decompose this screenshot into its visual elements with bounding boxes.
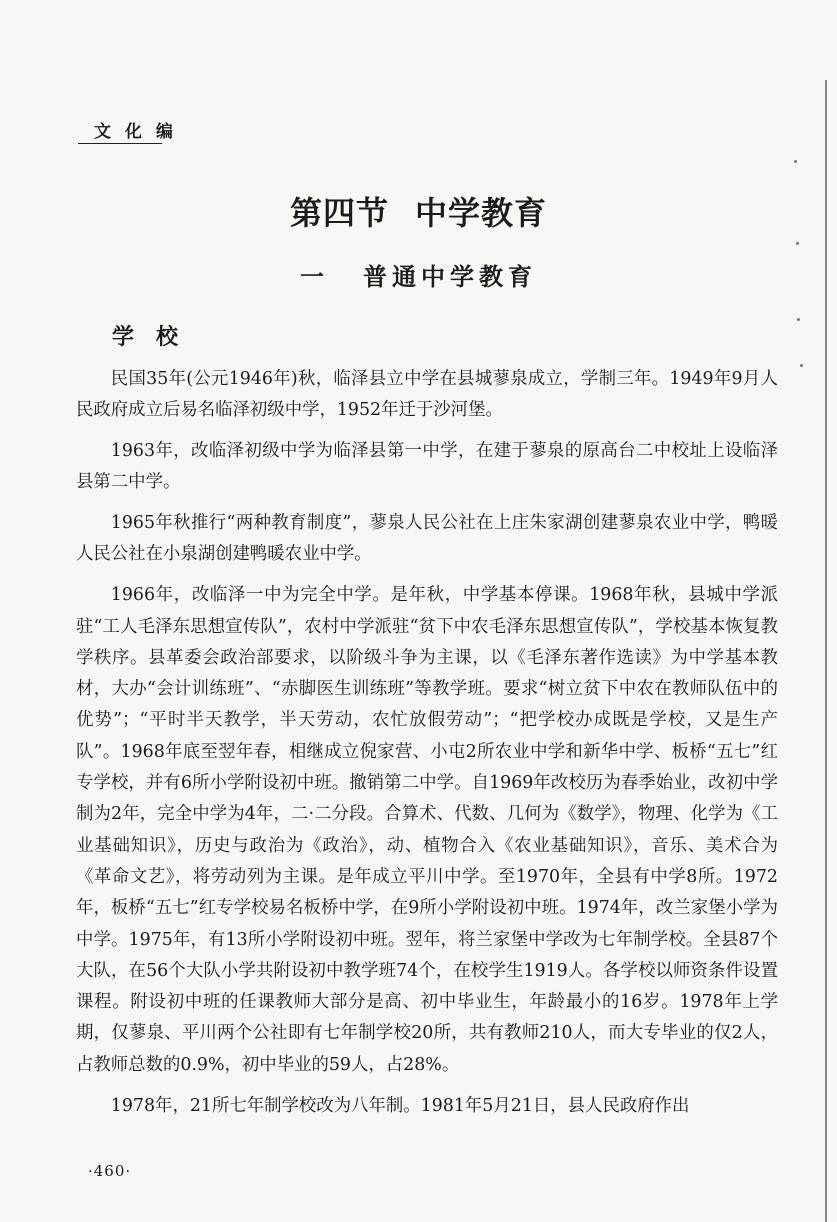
page-number: ·460· bbox=[88, 1162, 132, 1180]
scan-speck bbox=[796, 242, 799, 245]
section-title bbox=[0, 188, 837, 234]
paragraph-5: 1978年，21所七年制学校改为八年制。1981年5月21日，县人民政府作出 bbox=[110, 1095, 690, 1116]
paragraph-1: 民国35年(公元1946年)秋，临泽县立中学在县城蓼泉成立，学制三年。1949年9月人民政府成立后易名临泽初级中学，1952年迁于沙河堡。 bbox=[76, 369, 778, 421]
paragraph-3: 1965年秋推行“两种教育制度”，蓼泉人民公社在上庄朱家湖创建蓼泉农业中学，鸭暖人民公社在小泉湖创建鸭暖农业中学。 bbox=[76, 513, 778, 565]
paragraph-2: 1963年，改临泽初级中学为临泽县第一中学，在建于蓼泉的原高台二中校址上设临泽县第二中学。 bbox=[76, 441, 778, 493]
scan-edge-mark bbox=[825, 80, 837, 1222]
section-title-text: 中学教育 bbox=[415, 194, 548, 232]
scan-speck bbox=[800, 364, 803, 367]
scan-speck bbox=[797, 318, 800, 321]
subsection-title-text: 普通中学教育 bbox=[363, 262, 537, 291]
scan-speck bbox=[794, 160, 797, 163]
running-head-rule bbox=[78, 143, 162, 144]
topic-heading: 学校 bbox=[112, 324, 201, 350]
body-text bbox=[76, 364, 778, 1131]
paragraph-4: 1966年，改临泽一中为完全中学。是年秋，中学基本停课。1968年秋，县城中学派驻“工人毛泽东思想宣传队”，农村中学派驻“贫下中农毛泽东思想宣传队”，学校基本恢复教学秩序。县革委会政治部要求，以阶级斗争为主课，以《毛泽东著作选读》为中学基本教材，大办“会计训练班”、“赤脚医生训练班”等教学班。要求“树立贫下中农在教师队伍中的优势”；“平时半天教学，半天劳动，农忙放假劳动”；“把学校办成既是学校，又是生产队”。1968年底至翌年春，相继成立倪家营、小屯2所农业中学和新华中学、板桥“五七”红专学校，并有6所小学附设初中班。撤销第二中学。自1969年改校历为春季始业，改初中学制为2年，完全中学为4年，二·二分段。合算术、代数、几何为《数学》，物理、化学为《工业基础知识》，历史与政治为《政治》，动、植物合入《农业基础知识》，音乐、美术合为《革命文艺》，将劳动列为主课。是年成立平川中学。至1970年，全县有中学8所。1972年，板桥“五七”红专学校易名板桥中学，在9所小学附设初中班。1974年，改兰家堡小学为中学。1975年，有13所小学附设初中班。翌年，将兰家堡中学改为七年制学校。全县87个大队，在56个大队小学共附设初中教学班74个，在校学生1919人。各学校以师资条件设置课程。附设初中班的任课教师大部分是高、初中毕业生，年龄最小的16岁。1978年上学期，仅蓼泉、平川两个公社即有七年制学校20所，共有教师210人，而大专毕业的仅2人，占教师总数的0.9%，初中毕业的59人，占28%。 bbox=[76, 585, 778, 1075]
section-number: 第四节 bbox=[289, 194, 389, 232]
running-head: 文 化 编 bbox=[94, 122, 177, 142]
subsection-number: 一 bbox=[300, 262, 329, 291]
subsection-title bbox=[0, 257, 837, 292]
